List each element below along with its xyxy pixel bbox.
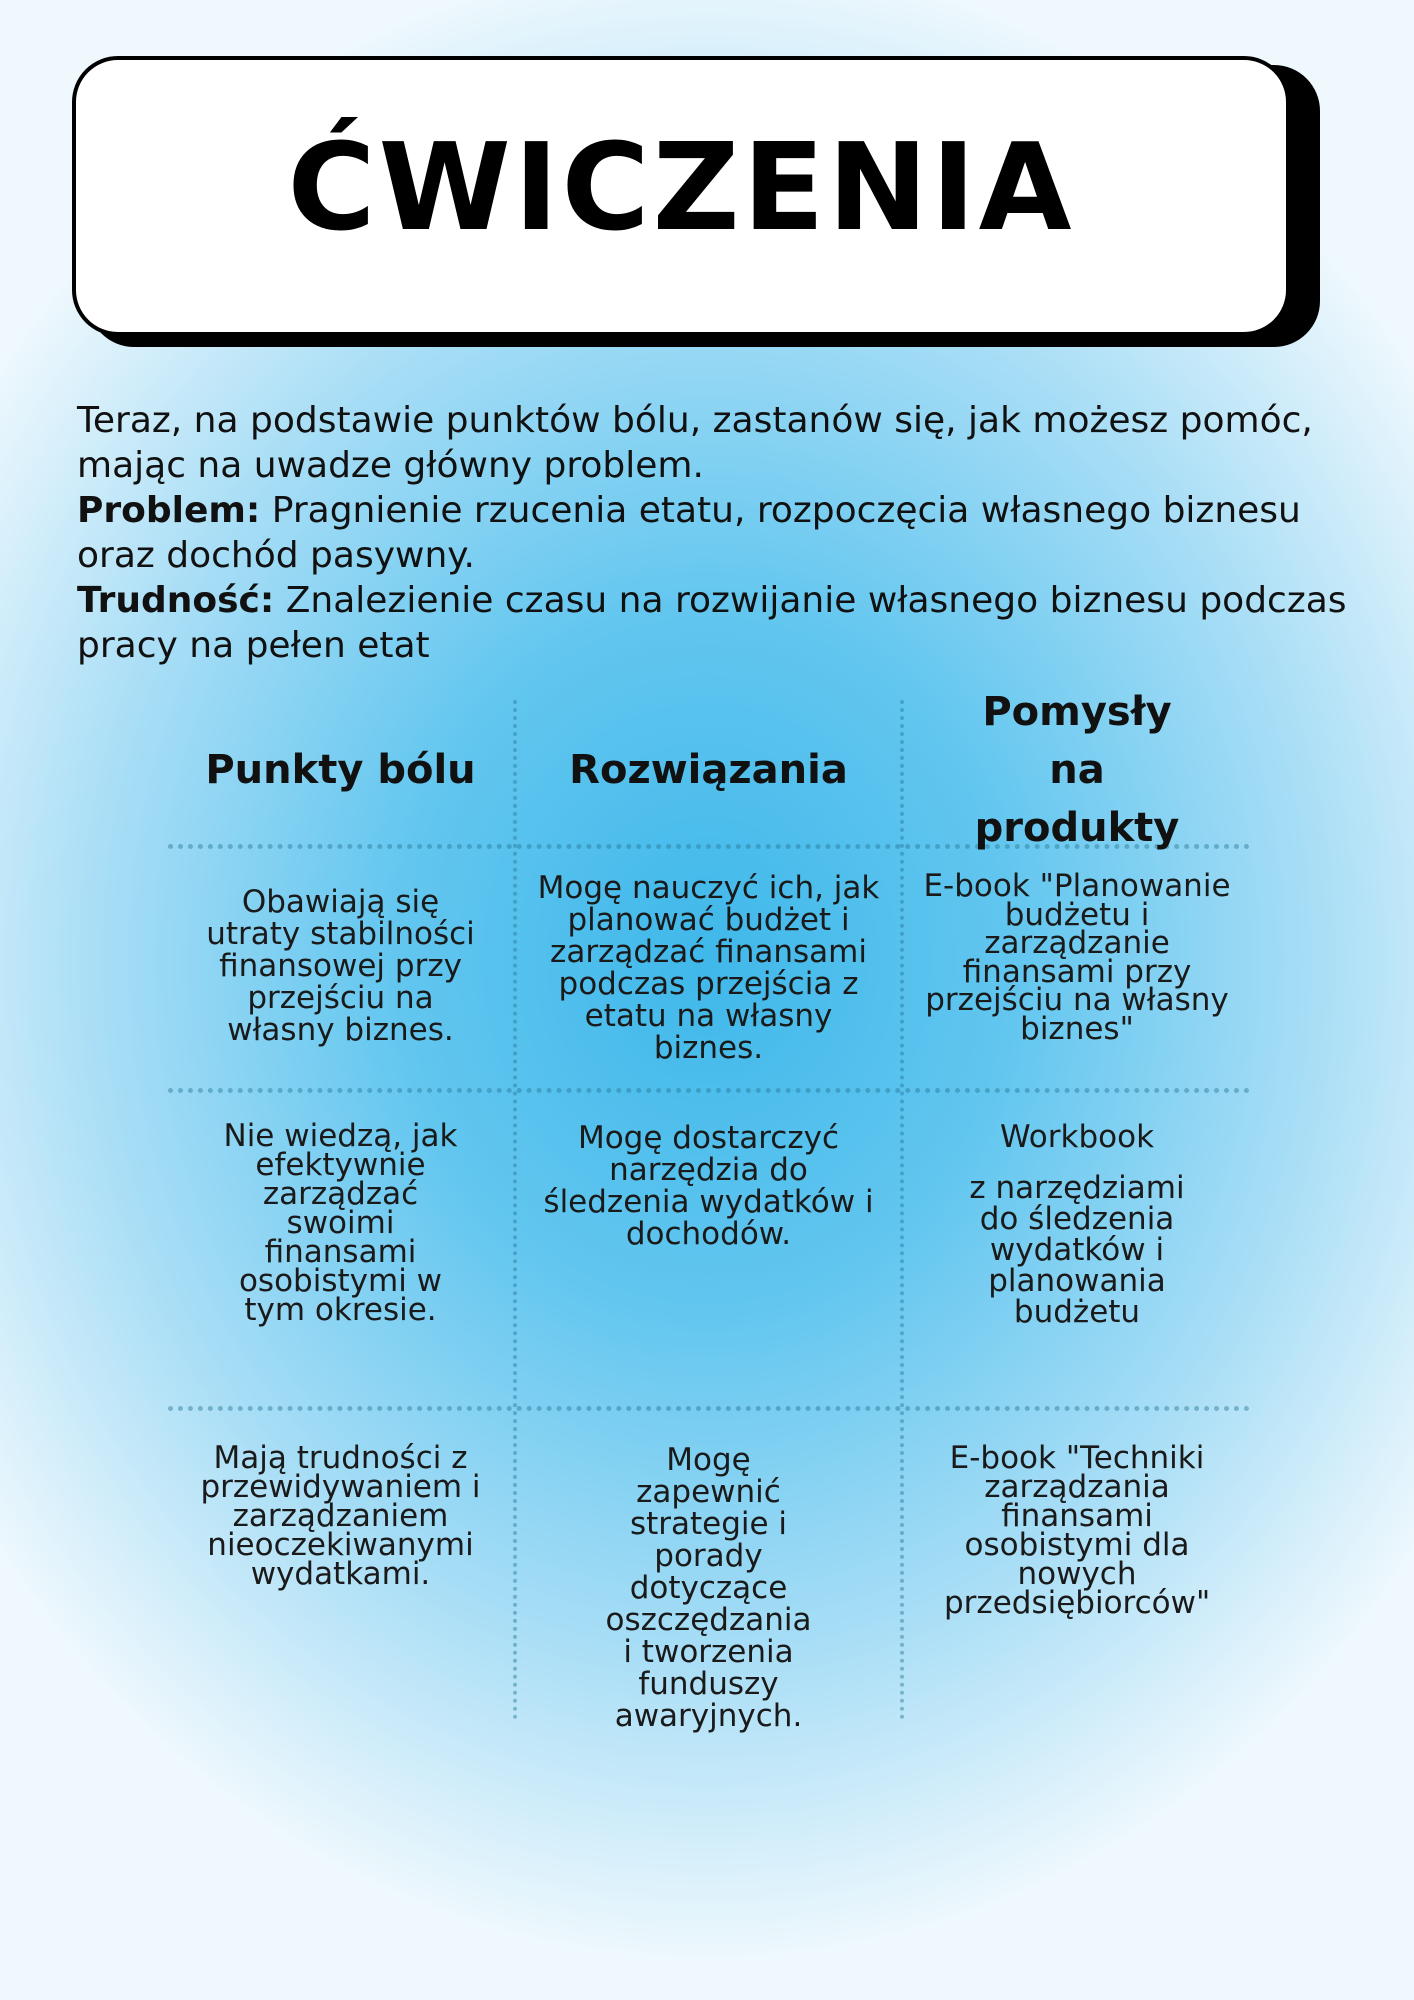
difficulty-text: Znalezienie czasu na rozwijanie własnego biznesu podczas pracy na pełen etat: [77, 580, 1347, 666]
exercise-table: [168, 689, 1250, 1734]
product-idea-2-title: Workbook: [999, 1119, 1155, 1155]
product-idea-2-details: z narzędziami do śledzenia wydatków i planowania budżetu: [969, 1170, 1185, 1330]
solution-2: Mogę dostarczyć narzędzia do śledzenia wydatków i dochodów.: [543, 1120, 874, 1252]
problem-line: [77, 488, 1347, 578]
row-divider: [168, 1406, 1250, 1411]
difficulty-line: [77, 578, 1347, 668]
title-banner: [72, 56, 1290, 336]
row-divider: [168, 1088, 1250, 1093]
header-solutions: Rozwiązania: [569, 747, 848, 793]
page-title: ĆWICZENIA: [287, 118, 1075, 258]
pain-point-1: Obawiają się utraty stabilności finansowej przy przejściu na własny biznes.: [206, 884, 475, 1048]
intro-lead: Teraz, na podstawie punktów bólu, zastanów się, jak możesz pomóc, mając na uwadze główny problem.: [77, 400, 1313, 486]
difficulty-label: Trudność:: [77, 580, 275, 621]
product-idea-2: [904, 1119, 1250, 1330]
problem-text: Pragnienie rzucenia etatu, rozpoczęcia własnego biznesu oraz dochód pasywny.: [77, 490, 1301, 576]
solution-3: Mogę zapewnić strategie i porady dotyczące oszczędzania i tworzenia funduszy awaryjnych.: [605, 1442, 812, 1734]
header-product-ideas: Pomysły na produkty: [974, 689, 1180, 851]
product-idea-1: E-book "Planowanie budżetu i zarządzanie finansami przy przejściu na własny biznes": [923, 868, 1231, 1047]
product-idea-3: E-book "Techniki zarządzania finansami osobistymi dla nowych przedsiębiorców": [944, 1440, 1211, 1621]
intro-text: [77, 398, 1347, 668]
solution-1: Mogę nauczyć ich, jak planować budżet i zarządzać finansami podczas przejścia z etatu na własny biznes.: [537, 870, 880, 1066]
pain-point-2: Nie wiedzą, jak efektywnie zarządzać swoimi finansami osobistymi w tym okresie.: [223, 1118, 458, 1328]
problem-label: Problem:: [77, 490, 261, 531]
header-pain-points: Punkty bólu: [205, 747, 476, 793]
pain-point-3: Mają trudności z przewidywaniem i zarządzaniem nieoczekiwanymi wydatkami.: [200, 1440, 481, 1592]
